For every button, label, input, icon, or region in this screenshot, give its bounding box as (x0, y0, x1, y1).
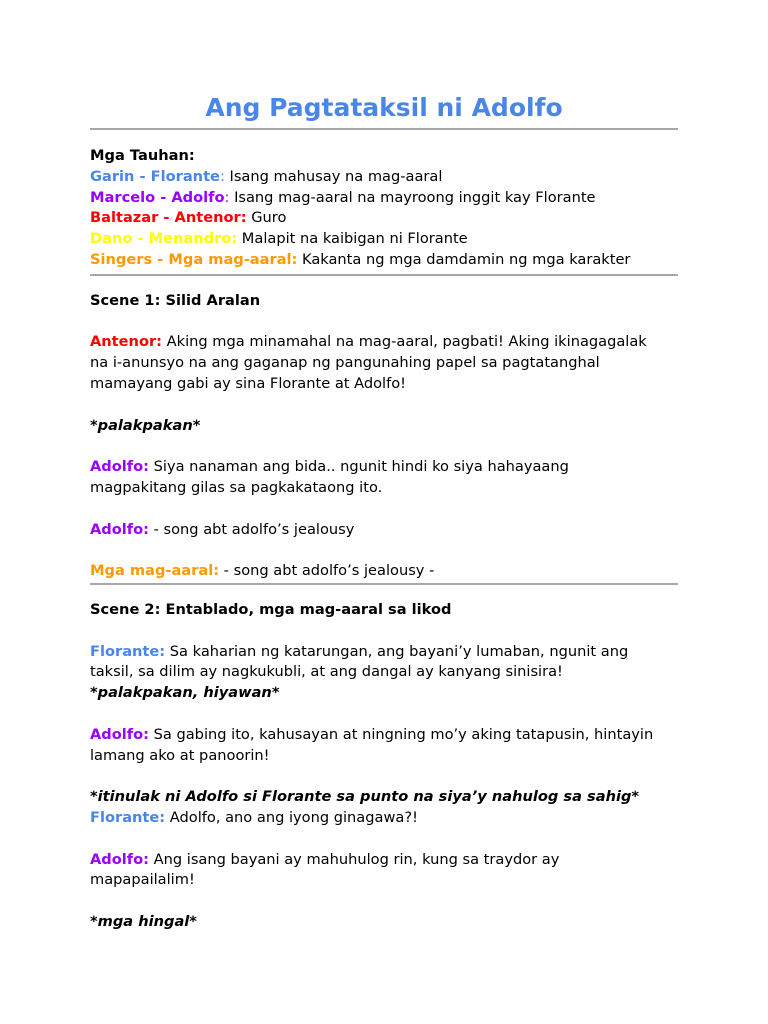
speaker-adolfo: Adolfo: (90, 725, 149, 743)
stage-direction: *itinulak ni Adolfo si Florante sa punto na siya’y nahulog sa sahig* (90, 788, 640, 806)
dialogue-text: Ang isang bayani ay mahuhulog rin, kung sa traydor ay (148, 850, 560, 868)
stage-direction: *palakpakan, hiyawan* (90, 684, 280, 702)
dialogue-text: na i-anunsyo na ang gaganap ng pangunahing papel sa pagtatanghal (90, 354, 600, 372)
dialogue-adolfo (90, 725, 678, 767)
dialogue-text: - song abt adolfo’s jealousy - (219, 562, 435, 580)
cast-row-florante (90, 167, 678, 188)
scene-heading: Scene 2: Entablado, mga mag-aaral sa likod (90, 600, 452, 618)
cast-heading: Mga Tauhan: (90, 147, 195, 164)
scene-2 (90, 600, 678, 933)
cast-desc: Guro (246, 209, 287, 227)
document-page (90, 90, 678, 933)
dialogue-students-song (90, 561, 678, 582)
dialogue-text: taksil, sa dilim ay nagkukubli, at ang dangal ay kanyang sinisira! (90, 663, 563, 681)
speaker-antenor: Antenor: (90, 333, 163, 351)
speaker-adolfo: Adolfo: (90, 458, 149, 476)
speaker-adolfo: Adolfo: (90, 850, 149, 868)
stage-direction: *palakpakan* (90, 416, 201, 434)
dialogue-text: magpakitang gilas sa pagkakataong ito. (90, 478, 383, 496)
stage-direction: *mga hingal* (90, 912, 197, 930)
speaker-adolfo: Adolfo: (90, 520, 149, 538)
cast-desc: Isang mahusay na mag-aaral (224, 167, 443, 185)
dialogue-adolfo (90, 850, 678, 892)
scene-heading: Scene 1: Silid Aralan (90, 291, 261, 309)
cast-desc: Kakanta ng mga damdamin ng mga karakter (297, 250, 631, 268)
dialogue-text: - song abt adolfo’s jealousy (148, 520, 355, 538)
dialogue-text: Sa gabing ito, kahusayan at ningning mo’y aking tatapusin, hintayin (148, 725, 654, 743)
dialogue-text: mapapailalim! (90, 871, 195, 889)
cast-row-antenor (90, 208, 678, 229)
dialogue-text: Siya nanaman ang bida.. ngunit hindi ko siya hahayaang (148, 458, 569, 476)
cast-sep: : (219, 167, 225, 185)
cast-row-adolfo (90, 188, 678, 209)
cast-sep: : (224, 188, 230, 206)
dialogue-text: mamayang gabi ay sina Florante at Adolfo! (90, 374, 407, 392)
scene-1 (90, 291, 678, 582)
speaker-florante: Florante: (90, 642, 166, 660)
dialogue-text: Aking mga minamahal na mag-aaral, pagbati! Aking ikinagagalak (162, 333, 647, 351)
dialogue-florante (90, 808, 678, 829)
cast-row-menandro (90, 229, 678, 250)
dialogue-text: lamang ako at panoorin! (90, 746, 270, 764)
speaker-florante: Florante: (90, 808, 166, 826)
cast-role: Singers - Mga mag-aaral: (90, 250, 298, 268)
cast-role: Garin - Florante (90, 167, 220, 185)
cast-desc: Isang mag-aaral na mayroong inggit kay Florante (229, 188, 596, 206)
dialogue-text: Adolfo, ano ang iyong ginagawa?! (165, 808, 418, 826)
dialogue-text: Sa kaharian ng katarungan, ang bayani’y lumaban, ngunit ang (165, 642, 629, 660)
dialogue-adolfo-song (90, 520, 678, 541)
cast-role: Dano - Menandro: (90, 230, 238, 248)
dialogue-antenor (90, 332, 678, 394)
cast-role: Marcelo - Adolfo (90, 188, 225, 206)
page-title: Ang Pagtataksil ni Adolfo (205, 93, 563, 122)
cast-role: Baltazar - Antenor: (90, 209, 247, 227)
cast-list (90, 146, 678, 271)
cast-row-students (90, 250, 678, 271)
cast-desc: Malapit na kaibigan ni Florante (237, 230, 468, 248)
speaker-students: Mga mag-aaral: (90, 562, 220, 580)
dialogue-adolfo (90, 457, 678, 499)
dialogue-florante (90, 642, 678, 684)
